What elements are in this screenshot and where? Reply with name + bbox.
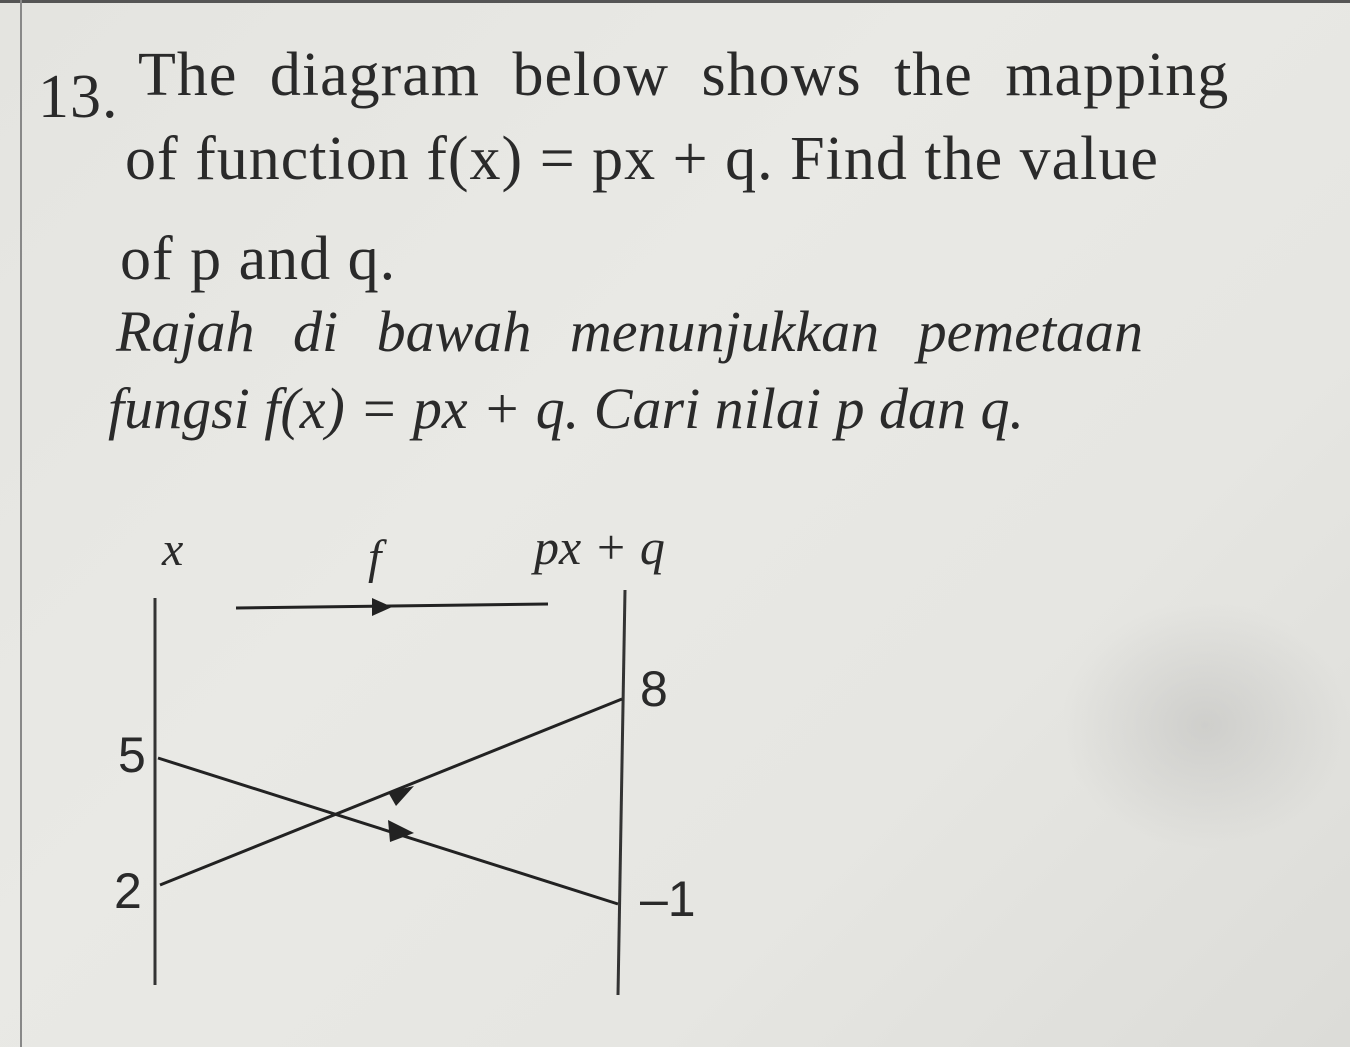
function-arrow-line	[236, 604, 548, 608]
codomain-value-8: 8	[640, 661, 668, 717]
malay-line-1: Rajah di bawah menunjukkan pemetaan	[116, 299, 1144, 364]
domain-value-2: 2	[114, 863, 142, 919]
codomain-value-neg1: –1	[640, 871, 696, 927]
arrow-label: f	[368, 531, 382, 584]
malay-line-2: fungsi f(x) = px + q. Cari nilai p dan q.	[108, 376, 1025, 441]
english-line-3: of p and q.	[120, 225, 397, 293]
english-line-1: The diagram below shows the mapping	[138, 41, 1230, 109]
codomain-axis	[618, 590, 625, 995]
mapping-line-5	[158, 758, 618, 904]
domain-value-5: 5	[118, 727, 146, 783]
function-arrow-head	[372, 598, 392, 616]
codomain-label: px + q	[534, 519, 665, 575]
domain-label: x	[162, 523, 184, 576]
mapping-arrow-2	[388, 786, 414, 806]
english-line-2: of function f(x) = px + q. Find the value	[125, 125, 1159, 193]
question-number: 13.	[38, 63, 119, 131]
